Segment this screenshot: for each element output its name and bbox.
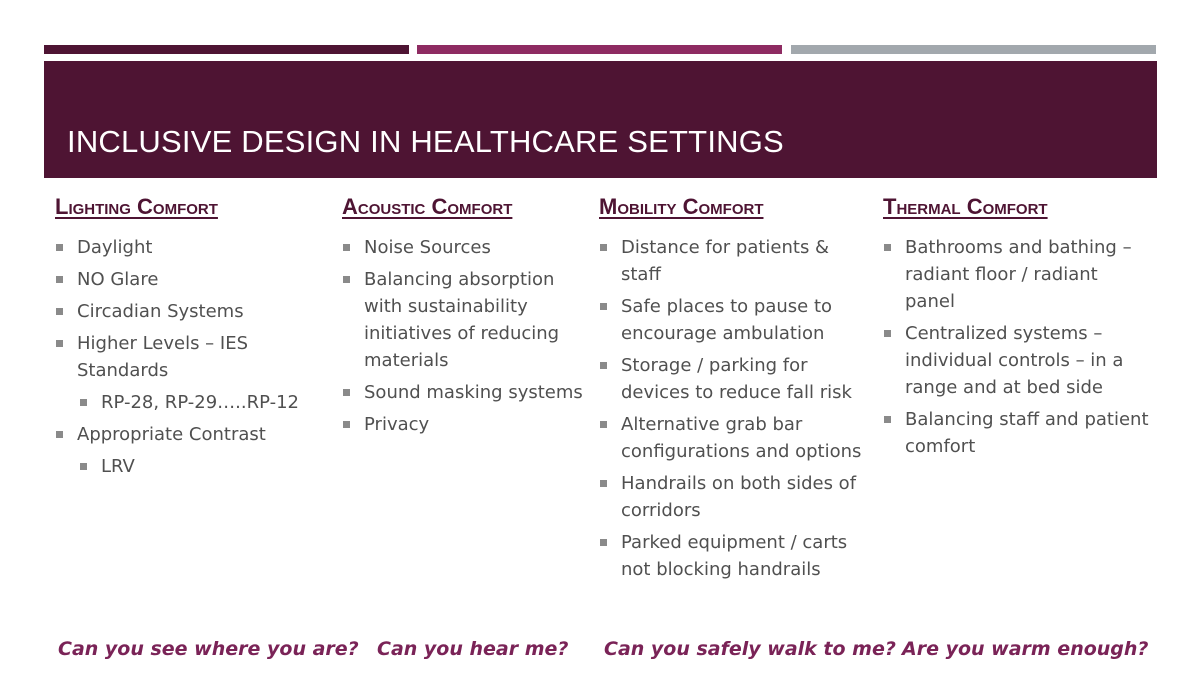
list-item-text: Sound masking systems — [364, 382, 583, 403]
question-lighting: Can you see where you are? — [58, 638, 359, 660]
list-item-text: RP-28, RP-29…..RP-12 — [101, 392, 299, 413]
list-item-text: Storage / parking for devices to reduce fall risk — [621, 355, 852, 403]
question-mobility: Can you safely walk to me? — [604, 638, 896, 660]
square-bullet-icon — [600, 421, 607, 428]
square-bullet-icon — [600, 303, 607, 310]
list-item-text: Circadian Systems — [77, 301, 244, 322]
accent-bar-primary — [44, 45, 409, 54]
list-item — [883, 234, 1153, 315]
bullet-list — [599, 234, 869, 583]
list-item-text: Bathrooms and bathing – radiant floor / radiant panel — [905, 237, 1132, 312]
column-thermal-comfort — [883, 194, 1153, 465]
accent-bar-tertiary — [791, 45, 1156, 54]
accent-bar-secondary — [417, 45, 782, 54]
square-bullet-icon — [343, 276, 350, 283]
square-bullet-icon — [343, 389, 350, 396]
list-item-text: Privacy — [364, 414, 430, 435]
square-bullet-icon — [80, 399, 87, 406]
list-item — [599, 411, 869, 465]
list-item-text: Alternative grab bar configurations and options — [621, 414, 862, 462]
list-item-text: Centralized systems – individual controls – in a range and at bed side — [905, 323, 1124, 398]
column-heading: Acoustic Comfort — [342, 194, 513, 219]
square-bullet-icon — [56, 276, 63, 283]
question-thermal: Are you warm enough? — [902, 638, 1149, 660]
column-mobility-comfort — [599, 194, 869, 588]
list-item-text: Higher Levels – IES Standards — [77, 333, 249, 381]
list-item — [599, 234, 869, 288]
list-item — [599, 529, 869, 583]
list-item-text: Balancing staff and patient comfort — [905, 409, 1149, 457]
column-acoustic-comfort — [342, 194, 587, 443]
sub-list-item — [79, 389, 325, 416]
list-item — [599, 293, 869, 347]
list-item — [883, 320, 1153, 401]
square-bullet-icon — [884, 244, 891, 251]
list-item-text: Noise Sources — [364, 237, 491, 258]
list-item-text: NO Glare — [77, 269, 159, 290]
square-bullet-icon — [56, 340, 63, 347]
list-item-text: Handrails on both sides of corridors — [621, 473, 857, 521]
column-heading: Thermal Comfort — [883, 194, 1048, 219]
square-bullet-icon — [884, 416, 891, 423]
bullet-list — [883, 234, 1153, 460]
list-item — [599, 352, 869, 406]
title-band — [44, 61, 1157, 178]
list-item-text: Parked equipment / carts not blocking handrails — [621, 532, 848, 580]
list-item — [55, 330, 325, 384]
list-item — [55, 234, 325, 261]
list-item-text: Daylight — [77, 237, 153, 258]
list-item-text: Appropriate Contrast — [77, 424, 266, 445]
square-bullet-icon — [600, 539, 607, 546]
square-bullet-icon — [343, 421, 350, 428]
slide-title: INCLUSIVE DESIGN IN HEALTHCARE SETTINGS — [67, 124, 784, 159]
square-bullet-icon — [600, 362, 607, 369]
square-bullet-icon — [343, 244, 350, 251]
square-bullet-icon — [80, 463, 87, 470]
sub-list-item — [79, 453, 325, 480]
square-bullet-icon — [56, 308, 63, 315]
column-heading: Lighting Comfort — [55, 194, 218, 219]
list-item-text: Balancing absorption with sustainability initiatives of reducing materials — [364, 269, 560, 371]
list-item — [599, 470, 869, 524]
list-item-text: LRV — [101, 456, 135, 477]
square-bullet-icon — [884, 330, 891, 337]
list-item — [55, 298, 325, 325]
list-item-text: Distance for patients & staff — [621, 237, 830, 285]
bullet-list — [55, 234, 325, 480]
list-item — [55, 421, 325, 448]
question-acoustic: Can you hear me? — [377, 638, 569, 660]
list-item-text: Safe places to pause to encourage ambulation — [621, 296, 833, 344]
square-bullet-icon — [56, 244, 63, 251]
square-bullet-icon — [56, 431, 63, 438]
list-item — [342, 411, 587, 438]
square-bullet-icon — [600, 244, 607, 251]
list-item — [342, 234, 587, 261]
list-item — [342, 379, 587, 406]
column-lighting-comfort — [55, 194, 325, 485]
list-item — [883, 406, 1153, 460]
bullet-list — [342, 234, 587, 438]
column-heading: Mobility Comfort — [599, 194, 764, 219]
list-item — [342, 266, 587, 374]
list-item — [55, 266, 325, 293]
square-bullet-icon — [600, 480, 607, 487]
